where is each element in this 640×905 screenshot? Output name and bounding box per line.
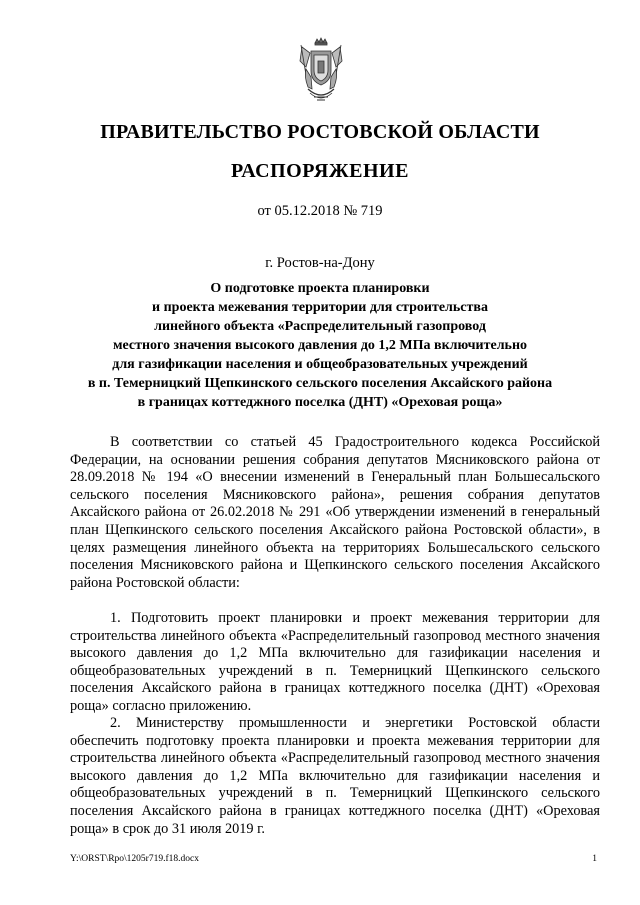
item-1-block: [70, 610, 600, 716]
subject-line: для газификации населения и общеобразовательных учреждений: [112, 357, 528, 372]
subject-line: и проекта межевания территории для строительства: [152, 300, 488, 315]
document-city: г. Ростов-на-Дону: [265, 255, 375, 271]
subject-line: местного значения высокого давления до 1,2 МПа включительно: [112, 338, 528, 353]
organization-title: ПРАВИТЕЛЬСТВО РОСТОВСКОЙ ОБЛАСТИ: [100, 121, 540, 143]
document-subject: [60, 279, 580, 412]
item-2-block: [70, 715, 600, 838]
document-type: РАСПОРЯЖЕНИЕ: [231, 160, 409, 182]
coat-of-arms-icon: [296, 37, 346, 105]
subject-line: О подготовке проекта планировки: [210, 281, 430, 296]
intro-paragraph: В соответствии со статьей 45 Градостроительного кодекса Российской Федерации, на основании решения собрания депутатов Мясниковского района от 28.09.2018 № 194 «О внесении изменений в Генеральный план Большесальского сельского поселения Мясниковского района», решения собрания депутатов Аксайского района от 26.02.2018 № 291 «Об утверждении изменений в генеральный план Щепкинского сельского поселения Аксайского района Ростовской области», в целях размещения линейного объекта на территориях Большесальского сельского поселения Мясниковского района и Щепкинского сельского поселения Аксайского района Ростовской области:: [70, 434, 600, 591]
subject-line: линейного объекта «Распределительный газопровод: [154, 319, 486, 334]
footer-file-path: Y:\ORST\Rpo\1205r719.f18.docx: [70, 854, 199, 864]
page-number: 1: [592, 854, 597, 864]
item-1-paragraph: 1. Подготовить проект планировки и проект межевания территории для строительства линейного объекта «Распределительный газопровод местного значения высокого давления до 1,2 МПа включительно для газификации населения и общеобразовательных учреждений в п. Темерницкий Щепкинского сельского поселения Аксайского района в границах коттеджного поселка (ДНТ) «Ореховая роща» согласно приложению.: [70, 610, 600, 714]
subject-line: в п. Темерницкий Щепкинского сельского поселения Аксайского района: [87, 376, 553, 391]
intro-paragraph-block: [70, 434, 600, 592]
document-date-number: от 05.12.2018 № 719: [257, 203, 383, 219]
item-2-paragraph: 2. Министерству промышленности и энергетики Ростовской области обеспечить подготовку проекта планировки и проекта межевания территории для строительства линейного объекта «Распределительный газопровод местного значения высокого давления до 1,2 МПа включительно для газификации населения и общеобразовательных учреждений в п. Темерницкий Щепкинского сельского поселения Аксайского района в границах коттеджного поселка (ДНТ) «Ореховая роща» в срок до 31 июля 2019 г.: [70, 715, 600, 837]
subject-line: в границах коттеджного поселка (ДНТ) «Ореховая роща»: [137, 395, 503, 410]
